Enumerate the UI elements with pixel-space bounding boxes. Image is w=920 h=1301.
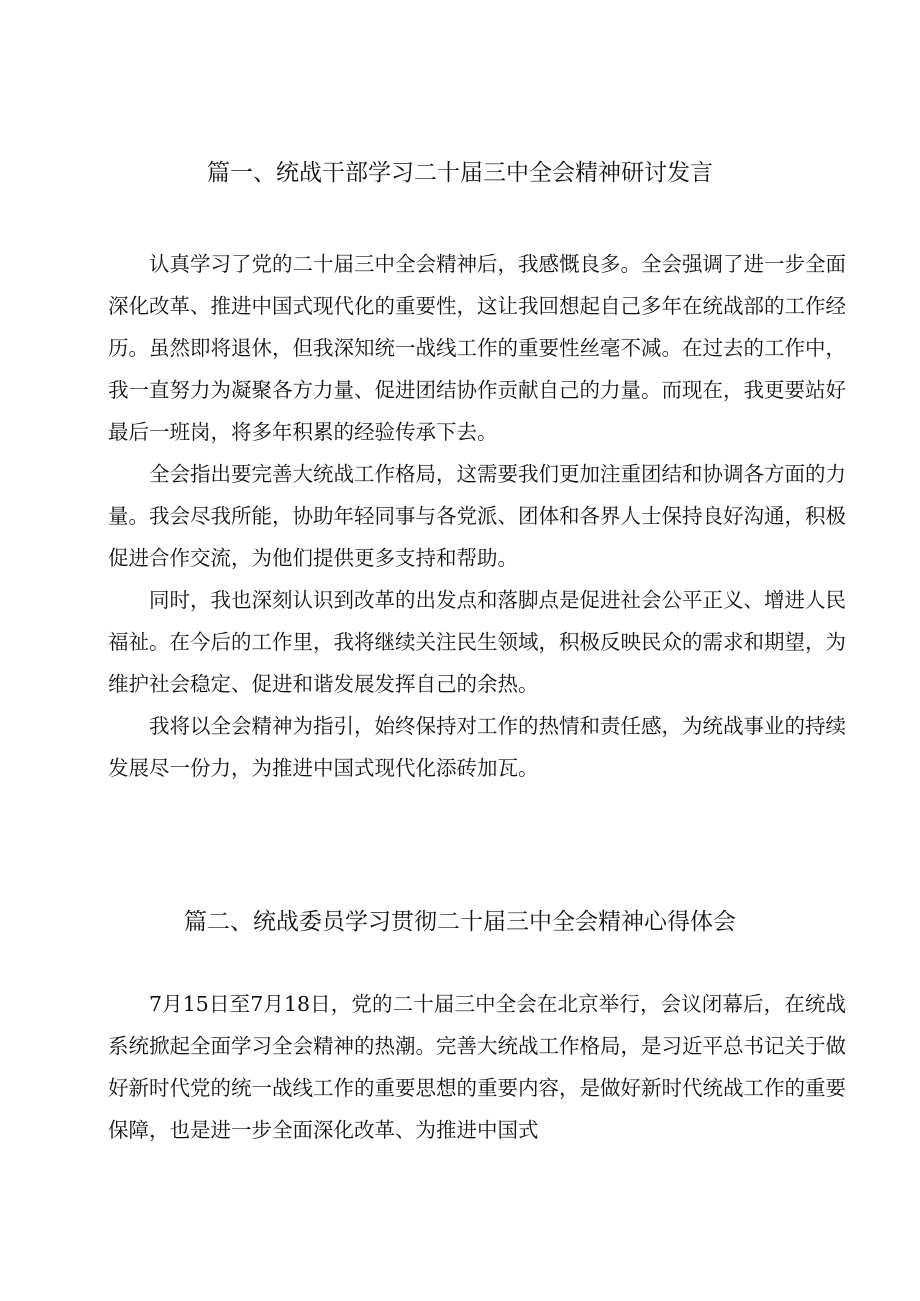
section-1-paragraph-1: 认真学习了党的二十届三中全会精神后，我感慨良多。全会强调了进一步全面深化改革、推进中国式现代化的重要性，这让我回想起自己多年在统战部的工作经历。虽然即将退休，但我深知统一战线工作的重要性丝毫不减。在过去的工作中，我一直努力为凝聚各方力量、促进团结协作贡献自己的力量。而现在，我更要站好最后一班岗，将多年积累的经验传承下去。 bbox=[108, 252, 846, 444]
section-2-paragraph-1: 7月15日至7月18日，党的二十届三中全会在北京举行，会议闭幕后，在统战系统掀起全面学习全会精神的热潮。完善大统战工作格局，是习近平总书记关于做好新时代党的统一战线工作的重要思想的重要内容，是做好新时代统战工作的重要保障，也是进一步全面深化改革、为推进中国式 bbox=[108, 992, 846, 1142]
section-1-paragraph-2: 全会指出要完善大统战工作格局，这需要我们更加注重团结和协调各方面的力量。我会尽我所能，协助年轻同事与各党派、团体和各界人士保持良好沟通，积极促进合作交流，为他们提供更多支持和帮助。 bbox=[108, 462, 846, 570]
section-1-paragraph-3: 同时，我也深刻认识到改革的出发点和落脚点是促进社会公平正义、增进人民福祉。在今后的工作里，我将继续关注民生领域，积极反映民众的需求和期望，为维护社会稳定、促进和谐发展发挥自己的余热。 bbox=[108, 588, 846, 696]
section-2-title: 篇二、统战委员学习贯彻二十届三中全会精神心得体会 bbox=[184, 909, 736, 935]
section-1-title: 篇一、统战干部学习二十届三中全会精神研讨发言 bbox=[207, 160, 713, 186]
section-1-body bbox=[108, 243, 846, 789]
section-2-body bbox=[108, 983, 846, 1151]
section-1-paragraph-4: 我将以全会精神为指引，始终保持对工作的热情和责任感，为统战事业的持续发展尽一份力，为推进中国式现代化添砖加瓦。 bbox=[108, 714, 846, 780]
